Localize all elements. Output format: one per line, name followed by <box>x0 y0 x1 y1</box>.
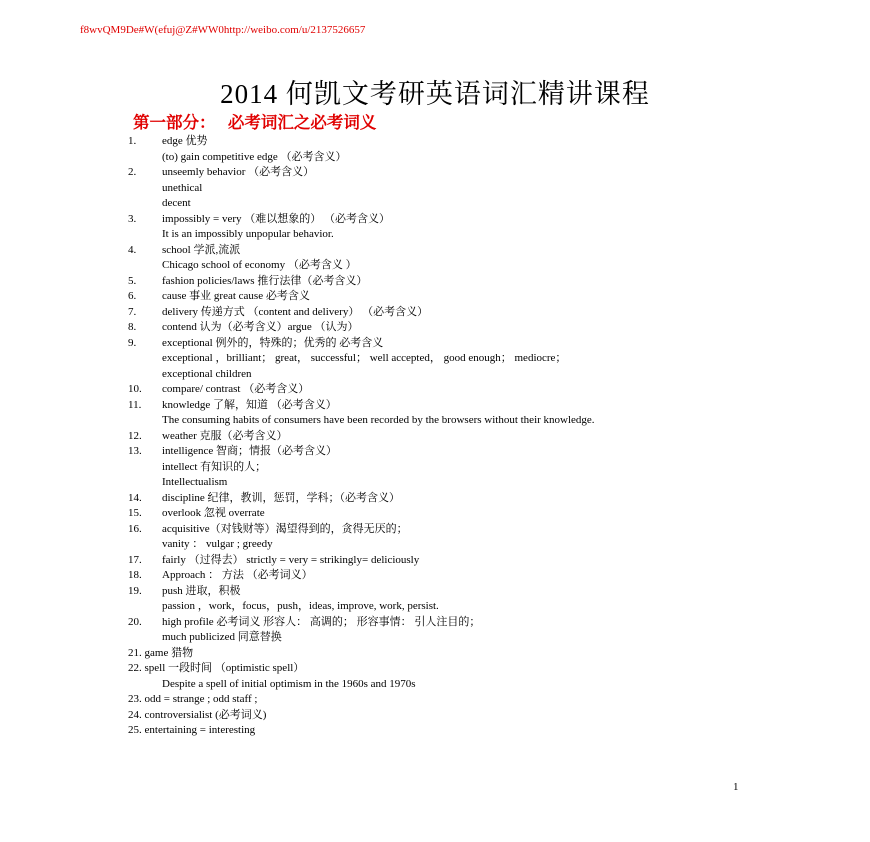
item-line: push 进取，积极 <box>162 584 241 597</box>
item-number: 17. <box>128 553 142 566</box>
item-number: 8. <box>128 321 137 333</box>
item-line: exceptional ，brilliant； great， successful； well accepted， good enough； mediocre； <box>162 352 567 364</box>
example-sentence: The consuming habits of consumers have been recorded by the browsers without their knowledge. <box>162 414 595 426</box>
list-item <box>128 646 740 662</box>
item-line: contend 认为（必考含义）argue （认为） <box>162 321 359 333</box>
item-number: 21. <box>128 646 142 659</box>
item-line: Despite a spell of initial optimism in the 1960s and 1970s <box>162 677 416 690</box>
item-line: Chicago school of economy （必考含义 ） <box>162 259 357 271</box>
item-number: 15. <box>128 507 142 519</box>
item-text: spell 一段时间 （optimistic spell） <box>144 662 305 674</box>
item-line: (to) gain competitive edge （必考含义） <box>162 150 347 163</box>
item-number: 19. <box>128 584 142 597</box>
item-line: intelligence 智商；情报（必考含义） <box>162 445 338 457</box>
item-line: vanity ： vulgar ; greedy <box>162 538 273 550</box>
list-item <box>128 398 740 429</box>
list-item <box>128 429 740 445</box>
item-line: decent <box>162 197 191 209</box>
list-item <box>128 444 740 491</box>
list-item <box>128 212 740 243</box>
list-item <box>128 615 740 646</box>
item-number: 25. <box>128 724 142 736</box>
item-number: 13. <box>128 445 142 457</box>
item-line: school 学派,流派 <box>162 243 241 256</box>
item-line: exceptional 例外的，特殊的；优秀的 必考含义 <box>162 336 384 349</box>
item-number: 22. <box>128 662 142 674</box>
page-title: 2014 何凯文考研英语词汇精讲课程 <box>220 79 650 109</box>
section-heading: 第一部分： 必考词汇之必考词义 <box>133 113 377 132</box>
item-text: odd = strange ; odd staff ; <box>144 693 258 705</box>
list-item <box>128 382 740 398</box>
vocabulary-list <box>128 134 740 739</box>
item-line: cause 事业 great cause 必考含义 <box>162 290 310 302</box>
item-line: Intellectualism <box>162 476 228 488</box>
item-line: much publicized 同意替换 <box>162 631 282 643</box>
watermark-text: f8wvQM9De#W(efuj@Z#WW0http://weibo.com/u/2137526657 <box>80 24 366 36</box>
item-text: game 猎物 <box>144 646 194 659</box>
item-number: 23. <box>128 693 142 705</box>
item-number: 7. <box>128 305 137 318</box>
item-line: discipline 纪律，教训，惩罚，学科；（必考含义） <box>162 491 401 504</box>
item-number: 5. <box>128 274 137 287</box>
item-line: high profile 必考词义 形容人： 高调的； 形容事情： 引人注目的； <box>162 615 481 628</box>
item-line: knowledge 了解，知道 （必考含义） <box>162 398 337 411</box>
item-line: fashion policies/laws 推行法律（必考含义） <box>162 274 368 287</box>
list-item <box>128 584 740 615</box>
item-number: 16. <box>128 522 142 535</box>
item-number: 14. <box>128 491 142 504</box>
item-line: exceptional children <box>162 367 252 380</box>
item-text: entertaining = interesting <box>144 724 256 736</box>
item-number: 4. <box>128 243 137 256</box>
list-item <box>128 522 740 553</box>
list-item <box>128 243 740 274</box>
item-line: passion ，work，focus，push，ideas, improve, work, persist. <box>162 600 439 612</box>
list-item <box>128 289 740 305</box>
item-text: controversialist (必考词义) <box>144 708 267 721</box>
list-item <box>128 274 740 290</box>
item-number: 3. <box>128 212 137 225</box>
list-item <box>128 336 740 383</box>
page-number: 1 <box>733 781 739 793</box>
item-line <box>128 692 740 708</box>
list-item <box>128 708 740 724</box>
item-number: 18. <box>128 569 142 581</box>
list-item <box>128 134 740 165</box>
item-line <box>128 661 740 677</box>
item-number: 2. <box>128 166 137 178</box>
item-number: 12. <box>128 429 142 442</box>
item-line <box>128 708 740 724</box>
item-line: overlook 忽视 overrate <box>162 507 265 519</box>
list-item <box>128 692 740 708</box>
item-line: edge 优势 <box>162 135 208 147</box>
item-line: unseemly behavior （必考含义） <box>162 166 315 178</box>
item-number: 1. <box>128 135 137 147</box>
list-item <box>128 568 740 584</box>
item-number: 6. <box>128 290 137 302</box>
item-line: acquisitive（对钱财等）渴望得到的，贪得无厌的； <box>162 522 408 535</box>
list-item <box>128 320 740 336</box>
item-number: 20. <box>128 615 142 628</box>
item-line: weather 克服（必考含义） <box>162 429 288 442</box>
list-item <box>128 553 740 569</box>
item-line <box>128 723 740 739</box>
list-item <box>128 305 740 321</box>
item-number: 24. <box>128 708 142 721</box>
item-line: compare/ contrast （必考含义） <box>162 383 310 395</box>
list-item <box>128 165 740 212</box>
list-item <box>128 506 740 522</box>
item-line: fairly （过得去） strictly = very = strikingly= deliciously <box>162 553 420 566</box>
item-line: Approach ： 方法 （必考词义） <box>162 569 313 581</box>
item-line: intellect 有知识的人； <box>162 460 267 473</box>
item-number: 11. <box>128 398 142 411</box>
item-number: 9. <box>128 336 137 349</box>
item-line <box>128 646 740 662</box>
item-line: unethical <box>162 181 203 194</box>
item-line: It is an impossibly unpopular behavior. <box>162 228 334 240</box>
item-number: 10. <box>128 383 142 395</box>
list-item <box>128 661 740 692</box>
item-line: delivery 传递方式 （content and delivery） （必考含义） <box>162 305 429 318</box>
list-item <box>128 723 740 739</box>
item-line: impossibly = very （难以想象的） （必考含义） <box>162 212 391 225</box>
list-item <box>128 491 740 507</box>
